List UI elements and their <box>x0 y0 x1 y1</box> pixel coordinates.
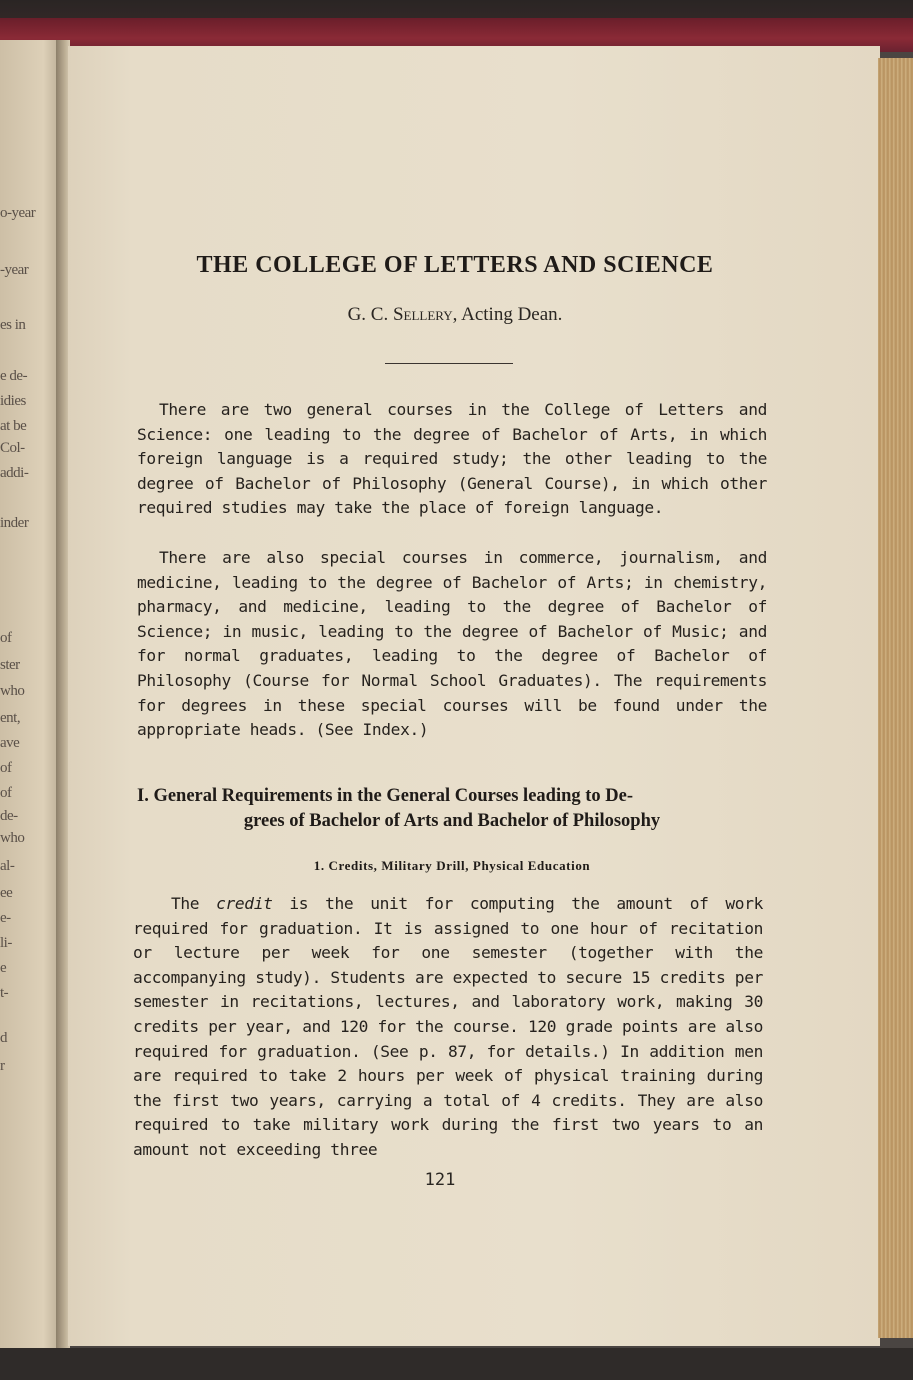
left-page-fragment: o-year <box>0 205 36 221</box>
credit-term: credit <box>216 894 273 913</box>
subsection-heading: 1. Credits, Military Drill, Physical Education <box>313 858 591 873</box>
left-page-fragment: e de- <box>0 368 28 384</box>
left-page-fragment: al- <box>0 858 15 874</box>
left-page-fragment: e- <box>0 910 11 926</box>
left-page-fragment: d <box>0 1030 7 1046</box>
credit-paragraph-body: is the unit for computing the amount of work required for graduation. It is assigned to one hour of recitation or lecture per week for one semester (together with the accompanying study). Students are expected to secure 15 credits per semester in recitations, lectures, and laboratory work, making 30 credits per year, and 120 for the course. 120 grade points are also required for graduation. (See p. 87, for details.) In addition men are required to take 2 hours per week of physical training during the first two years, carrying a total of 4 credits. They are also required to take military work during the first two years to an amount not exceeding three <box>133 894 763 1159</box>
left-page-fragment: Col- <box>0 440 25 456</box>
left-page-fragment: es in <box>0 317 26 333</box>
left-page-fragment: de- <box>0 808 18 824</box>
left-page-fragment: of <box>0 785 12 801</box>
intro-paragraph-2: There are also special courses in commerce, journalism, and medicine, leading to the degree of Bachelor of Arts; in chemistry, pharmacy, and medicine, leading to the degree of Bachelor of Science; in music, leading to the degree of Bachelor of Music; and for normal graduates, leading to the degree of Bachelor of Philosophy (Course for Normal School Graduates). The requirements for degrees in these special courses will be found under the appropriate heads. (See Index.) <box>137 548 767 740</box>
byline <box>140 304 770 326</box>
intro-paragraph-1: There are two general courses in the College of Letters and Science: one leading to the degree of Bachelor of Arts, in which foreign language is a required study; the other leading to the degree of Bachelor of Philosophy (General Course), in which other required studies may take the place of foreign language. <box>137 400 767 518</box>
divider-rule <box>385 363 513 364</box>
left-page-fragment: li- <box>0 935 12 951</box>
section-heading-line-2: grees of Bachelor of Arts and Bachelor of Philosophy <box>243 811 661 831</box>
left-page-fragment: at be <box>0 418 27 434</box>
section-heading-line-1: I. General Requirements in the General Courses leading to De- <box>137 786 634 806</box>
left-page-fragment: t- <box>0 985 9 1001</box>
credit-paragraph-lead: The <box>171 894 217 913</box>
left-page-fragment: inder <box>0 515 29 531</box>
left-page-fragment: who <box>0 683 25 699</box>
page-edges <box>878 58 913 1338</box>
section-heading <box>137 784 767 834</box>
left-facing-page <box>0 40 62 1350</box>
left-page-fragment: ent, <box>0 710 21 726</box>
page-title: THE COLLEGE OF LETTERS AND SCIENCE <box>196 252 714 278</box>
left-page-fragment: ave <box>0 735 20 751</box>
left-page-fragment: of <box>0 630 12 646</box>
background-bottom <box>0 1348 913 1380</box>
left-page-fragment: addi- <box>0 465 29 481</box>
left-page-fragment: ee <box>0 885 13 901</box>
byline-role: , Acting Dean. <box>452 304 563 325</box>
byline-surname: Sellery <box>392 304 453 325</box>
page-number: 121 <box>424 1170 456 1190</box>
left-page-fragment: who <box>0 830 25 846</box>
left-page-fragment: r <box>0 1058 5 1074</box>
left-page-fragment: e <box>0 960 7 976</box>
left-page-fragment: ster <box>0 657 20 673</box>
left-page-fragment: of <box>0 760 12 776</box>
byline-initials: G. C. <box>347 304 389 325</box>
left-page-fragment: idies <box>0 393 26 409</box>
left-page-fragment: -year <box>0 262 29 278</box>
credit-paragraph <box>133 892 763 1163</box>
